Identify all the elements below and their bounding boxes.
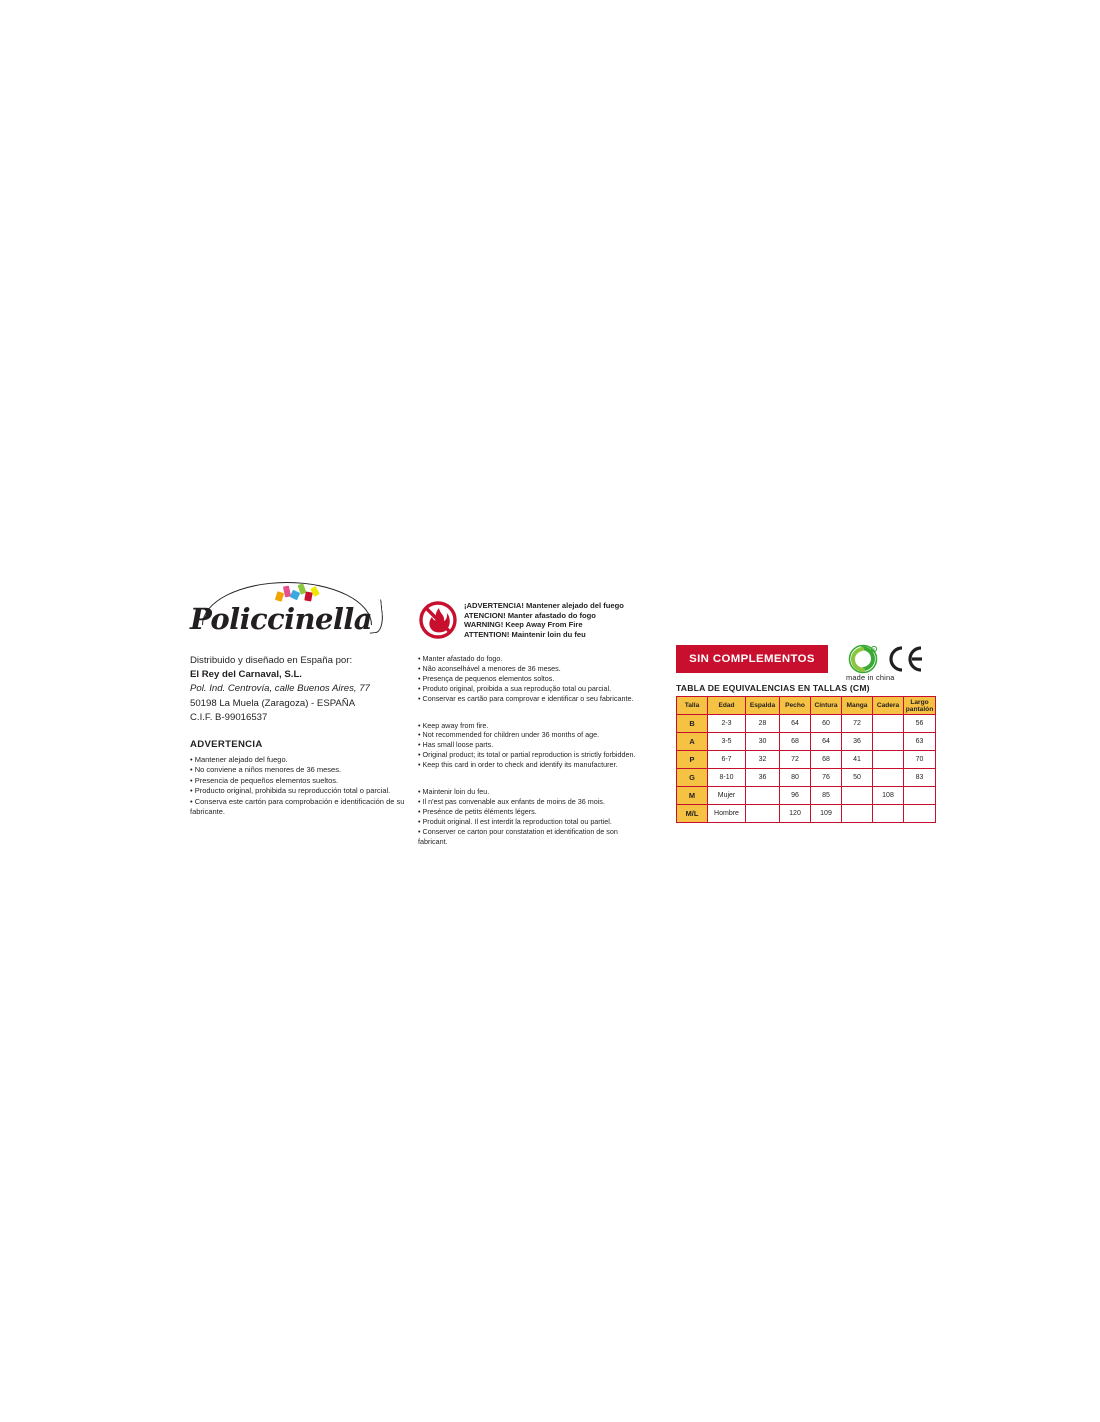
bullet: • Keep this card in order to check and identify its manufacturer. xyxy=(418,760,618,770)
cell-pecho: 120 xyxy=(780,805,811,823)
cell-edad: 6-7 xyxy=(708,751,746,769)
table-header-row xyxy=(677,697,936,715)
bullet: • Mantener alejado del fuego. xyxy=(190,755,288,765)
cell-edad: 2-3 xyxy=(708,715,746,733)
cell-largo: 83 xyxy=(904,769,936,787)
warning-line-en: WARNING! Keep Away From Fire xyxy=(464,620,583,630)
warning-bullets-pt xyxy=(418,654,648,704)
bullet: • Presença de pequenos elementos soltos. xyxy=(418,673,555,683)
cell-espalda: 28 xyxy=(746,715,780,733)
cell-pecho: 64 xyxy=(780,715,811,733)
cell-edad: Mujer xyxy=(708,787,746,805)
warning-line-pt: ATENCION! Manter afastado do fogo xyxy=(464,610,596,620)
badge-row xyxy=(676,645,936,683)
green-dot-recycle-icon xyxy=(848,644,878,674)
made-in-label: made in china xyxy=(846,673,895,682)
bullet: • Não aconselhável a menores de 36 meses. xyxy=(418,663,561,673)
cell-manga: 41 xyxy=(842,751,873,769)
bullet: • Has small loose parts. xyxy=(418,740,494,750)
cell-espalda: 30 xyxy=(746,733,780,751)
brand-logo xyxy=(190,580,385,650)
cell-talla: A xyxy=(677,733,708,751)
status-badge: SIN COMPLEMENTOS xyxy=(676,645,828,673)
spacer xyxy=(418,770,648,779)
col-header-cadera: Cadera xyxy=(873,697,904,715)
bullet: • Conserva este cartón para comprobación e identificación de su fabricante. xyxy=(190,796,405,817)
warning-line-es: ¡ADVERTENCIA! Mantener alejado del fuego xyxy=(464,601,624,610)
cell-edad: Hombre xyxy=(708,805,746,823)
col-header-pecho: Pecho xyxy=(780,697,811,715)
cell-cintura: 64 xyxy=(811,733,842,751)
cell-pecho: 72 xyxy=(780,751,811,769)
cell-cadera xyxy=(873,733,904,751)
table-row xyxy=(677,769,936,787)
table-row xyxy=(677,751,936,769)
company-name: El Rey del Carnaval, S.L. xyxy=(190,669,302,681)
bullet: • Produit original. Il est interdit la reproduction total ou partiel. xyxy=(418,816,612,826)
right-column xyxy=(676,645,936,823)
col-header-talla: Talla xyxy=(677,697,708,715)
cell-pecho: 80 xyxy=(780,769,811,787)
cell-cintura: 60 xyxy=(811,715,842,733)
bullet: • Conservar es cartão para comprovar e identificar o seu fabricante. xyxy=(418,693,634,703)
cell-espalda: 32 xyxy=(746,751,780,769)
ce-mark-icon xyxy=(885,644,925,674)
cell-largo: 56 xyxy=(904,715,936,733)
size-equivalence-table xyxy=(676,696,936,823)
cell-talla: M/L xyxy=(677,805,708,823)
warning-line-fr: ATTENTION! Maintenir loin du feu xyxy=(464,629,586,639)
cell-cadera xyxy=(873,715,904,733)
warning-bullets-en xyxy=(418,721,648,771)
brand-name: Policcinella xyxy=(190,602,372,636)
cell-cintura: 76 xyxy=(811,769,842,787)
cell-talla: B xyxy=(677,715,708,733)
table-row xyxy=(677,787,936,805)
distributor-block xyxy=(190,654,430,725)
cell-talla: M xyxy=(677,787,708,805)
cell-manga: 72 xyxy=(842,715,873,733)
cell-espalda: 36 xyxy=(746,769,780,787)
col-header-edad: Edad xyxy=(708,697,746,715)
bullet: • Produto original, proibida a sua reprodução total ou parcial. xyxy=(418,683,612,693)
left-column xyxy=(190,580,430,817)
bullet: • Not recommended for children under 36 months of age. xyxy=(418,730,600,740)
cell-espalda xyxy=(746,805,780,823)
warning-bullets-fr xyxy=(418,787,648,846)
cell-cintura: 85 xyxy=(811,787,842,805)
cell-largo: 70 xyxy=(904,751,936,769)
cell-cadera: 108 xyxy=(873,787,904,805)
cell-pecho: 96 xyxy=(780,787,811,805)
address-line-2: 50198 La Muela (Zaragoza) - ESPAÑA xyxy=(190,697,356,709)
cell-edad: 8-10 xyxy=(708,769,746,787)
cell-manga xyxy=(842,787,873,805)
cell-manga: 50 xyxy=(842,769,873,787)
no-fire-icon xyxy=(418,600,458,640)
cell-cadera xyxy=(873,805,904,823)
cell-cadera xyxy=(873,769,904,787)
bullet: • Original product; its total or partial reproduction is strictly forbidden. xyxy=(418,750,636,760)
table-row xyxy=(677,733,936,751)
cell-talla: G xyxy=(677,769,708,787)
bullet: • Producto original, prohibida su reproducción total o parcial. xyxy=(190,786,391,796)
col-header-espalda: Espalda xyxy=(746,697,780,715)
middle-column xyxy=(418,600,648,847)
warning-bullets-es xyxy=(190,755,430,817)
distributed-by-line: Distribuido y diseñado en España por: xyxy=(190,655,353,666)
fire-warning-text xyxy=(464,601,624,639)
col-header-largo-pantalon: Largo pantalón xyxy=(904,697,936,715)
cell-largo xyxy=(904,787,936,805)
address-line-1: Pol. Ind. Centrovía, calle Buenos Aires, 77 xyxy=(190,683,370,695)
cif-number: C.I.F. B-99016537 xyxy=(190,711,268,723)
table-row xyxy=(677,805,936,823)
bullet: • Il n'est pas convenable aux enfants de moins de 36 mois. xyxy=(418,796,605,806)
bullet: • Manter afastado do fogo. xyxy=(418,654,503,663)
bullet: • Presencia de pequeños elementos sueltos. xyxy=(190,775,339,785)
fire-warning-header xyxy=(418,600,648,646)
cell-edad: 3-5 xyxy=(708,733,746,751)
cell-cintura: 68 xyxy=(811,751,842,769)
warning-heading: ADVERTENCIA xyxy=(190,739,263,751)
cell-largo xyxy=(904,805,936,823)
spacer xyxy=(418,704,648,713)
cell-largo: 63 xyxy=(904,733,936,751)
cell-pecho: 68 xyxy=(780,733,811,751)
bullet: • Keep away from fire. xyxy=(418,720,489,730)
cell-cadera xyxy=(873,751,904,769)
col-header-cintura: Cintura xyxy=(811,697,842,715)
bullet: • Maintenir loin du feu. xyxy=(418,787,490,797)
svg-text:R: R xyxy=(872,648,876,652)
bullet: • Presénce de petits éléments légers. xyxy=(418,806,537,816)
cell-talla: P xyxy=(677,751,708,769)
cell-cintura: 109 xyxy=(811,805,842,823)
bullet: • Conserver ce carton pour constatation et identification de son fabricant. xyxy=(418,826,618,846)
size-table-title: TABLA DE EQUIVALENCIAS EN TALLAS (CM) xyxy=(676,683,870,693)
cell-espalda xyxy=(746,787,780,805)
col-header-manga: Manga xyxy=(842,697,873,715)
cell-manga: 36 xyxy=(842,733,873,751)
bullet: • No conviene a niños menores de 36 meses. xyxy=(190,765,342,775)
table-row xyxy=(677,715,936,733)
cell-manga xyxy=(842,805,873,823)
